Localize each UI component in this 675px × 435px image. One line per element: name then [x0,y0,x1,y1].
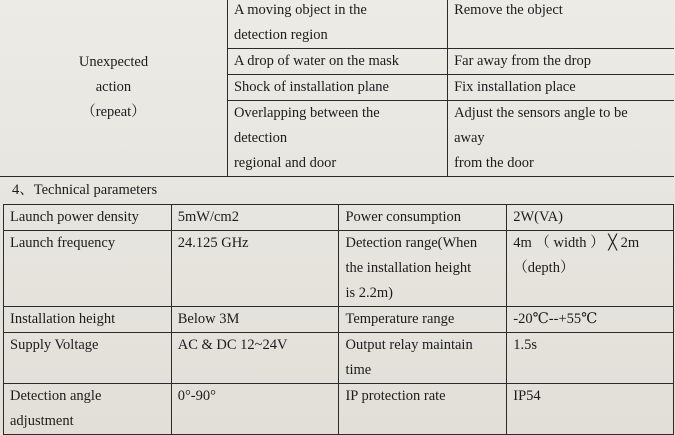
table-row [4,231,674,307]
technical-parameters-table [3,204,674,435]
table-row [4,205,674,231]
troubleshooting-table [0,0,674,177]
table-row [4,333,674,384]
param-value: 24.125 GHz [171,231,339,307]
param-name: Detection angle adjustment [4,384,172,435]
param-value: Below 3M [171,307,339,333]
cause-cell: A drop of water on the mask [227,49,447,75]
param-name: Supply Voltage [4,333,172,384]
section-title: 4、Technical parameters [12,182,158,198]
cause-cell: Overlapping between the detection regional and door [227,101,447,177]
param-name: Launch frequency [4,231,172,307]
solution-cell: Far away from the drop [448,49,674,75]
table-row [4,307,674,333]
solution-cell: Remove the object [448,0,674,49]
param-name: Power consumption [339,205,507,231]
param-value: 1.5s [507,333,674,384]
solution-cell: Fix installation place [448,75,674,101]
param-value: 4m （ width ） ╳ 2m （depth） [507,231,674,307]
cause-cell: Shock of installation plane [227,75,447,101]
param-value: 2W(VA) [507,205,674,231]
param-name: IP protection rate [339,384,507,435]
param-name: Temperature range [339,307,507,333]
param-name: Output relay maintain time [339,333,507,384]
cause-cell: A moving object in the detection region [227,0,447,49]
param-value: AC & DC 12~24V [171,333,339,384]
param-name: Detection range(When the installation height is 2.2m) [339,231,507,307]
table-row [4,384,674,435]
param-value: -20℃--+55℃ [507,307,674,333]
param-value: 0°-90° [171,384,339,435]
cause-label-cell [0,0,227,177]
cause-label: Unexpected action （repeat） [78,53,149,120]
param-name: Installation height [4,307,172,333]
param-value: 5mW/cm2 [171,205,339,231]
table-row [0,0,674,49]
param-name: Launch power density [4,205,172,231]
solution-cell: Adjust the sensors angle to be away from the door [448,101,674,177]
param-value: IP54 [507,384,674,435]
